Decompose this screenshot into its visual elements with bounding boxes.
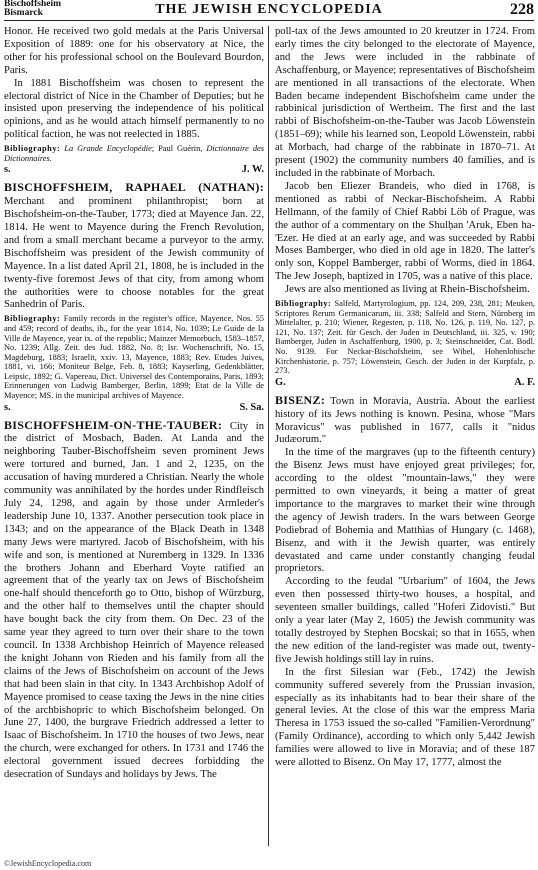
entry-heading: BISENZ: bbox=[275, 392, 326, 407]
author-signature bbox=[4, 164, 264, 177]
signature-left: s. bbox=[4, 401, 11, 413]
bibliography bbox=[4, 144, 264, 163]
paragraph: In the first Silesian war (Feb., 1742) the Jewish community suffered severely from the Prussian invasion, especially as its inhabitants had to bear their share of the general levies. At the close of this war the empress Maria Theresa in 1753 issued the so-called "Familien-Verordnung" (Family Ordinance), according to which only 5,442 Jewish families were allowed to live in Moravia; and of these 187 were allotted to Bisenz. On May 17, 1777, almost the bbox=[275, 666, 535, 769]
paragraph: According to the feudal "Urbarium" of 1604, the Jews even then possessed thirty-two houses, a hospital, and seventeen smaller buildings, called "Hoferi Zidovisti." But only a year later (May 2, 1605) the Jewish community was totally destroyed by Stephen Bocskai; so that in 1655, when the new edition of the land-register was made out, twenty-five Jewish holdings still lay in ruins. bbox=[275, 576, 535, 665]
bibliography bbox=[4, 314, 264, 400]
running-head-first: Bischoffsheim bbox=[4, 0, 61, 9]
running-head-last: Bismarck bbox=[4, 8, 43, 18]
column-divider bbox=[268, 26, 269, 846]
page-number: 228 bbox=[510, 1, 534, 18]
paragraph: poll-tax of the Jews amounted to 20 kreutzer in 1724. From early times the city belonged to the electorate of Mayence, and the Jews were included in the rabbinate of Aschaffenburg, or Mayence; representatives of Bischofsheim are mentioned in all transactions of the electorate. When Baden became independent Bischofsheim came under the rabbinical jurisdiction of Wertheim. The first and the last rabbi of Bischofsheim-on-the-Tauber was Jacob Löwenstein (1851–69); while his learned son, Leopold Löwenstein, rabbi at Morbach, had charge of the rabbinate in 1870–71. At present (1902) the community numbers 40 families, and is included in the rabbinate of Morbach. bbox=[275, 26, 535, 179]
author-signature bbox=[275, 377, 535, 390]
entry-text: Town in Moravia, Austria. About the earliest history of its Jews nothing is known. Pesina, whose "Mars Moravicus" was published in 1677, calls it "nidus Judæorum." bbox=[275, 395, 535, 446]
bibliography-title: La Grande Encyclopédie bbox=[64, 144, 152, 154]
signature-left: s. bbox=[4, 164, 11, 176]
signature-right: J. W. bbox=[241, 164, 264, 176]
page-header bbox=[4, 0, 534, 21]
bibliography-text: Family records in the register's office, Mayence, Nos. 55 and 459; record of deaths, ib., for the year 1814, No. 1039; Le Guide de la Ville de Mayence, year ix. of the republic; Mainzer Memorbuch, 1583–1857, No. 1239; Allg. Zeit. des Jud. 1882, No. 8; Isr. Wochenschrift, No. 15, Magdeburg, 1883; Israelit, xxiv. 13, Mayence, 1883; Rev. Etudes Juives, 1881, vi. 166; Moniteur Belge, Feb. 8, 1883; Kayserling, Gedenkblätter, Leipsic, 1892; G. Vapereau, Dict. Universel des Contemporains, Paris, 1893; Erinnerungen von Ludwig Bamberger, Berlin, 1899; Etat de la Ville de Mayence; MS. in the municipal archives of Mayence. bbox=[4, 314, 264, 401]
paragraph: Jacob ben Eliezer Brandeis, who died in 1768, is mentioned as rabbi of Neckar-Bischofsheim. A Rabbi Hellmann, of the family of Chief Rabbi Löb of Prague, was the author of a commentary on the Shulḥan 'Aruk, Eben ha-'Ezer. He died at an early age, and was succeeded by Rabbi Moses Bamberger, who died in old age in 1820. The latter's only son, Koppel Bamberger, rabbi of Worms, died in 1864. The Jew Joseph, baptized in 1705, was a native of this place. bbox=[275, 180, 535, 283]
paragraph: In 1881 Bischoffsheim was chosen to represent the electoral district of Nice in the Chamber of Deputies; but he insisted upon preserving the independence of his political opinions, and as he would attach himself permanently to no political faction, he was not reelected in 1885. bbox=[4, 77, 264, 141]
entry-heading: BISCHOFFSHEIM, RAPHAEL (NATHAN): bbox=[4, 180, 264, 195]
signature-right: S. Sa. bbox=[239, 401, 264, 413]
left-column bbox=[4, 26, 264, 782]
signature-right: A. F. bbox=[514, 376, 535, 388]
journal-title: THE JEWISH ENCYCLOPEDIA bbox=[155, 2, 383, 17]
paragraph: Honor. He received two gold medals at the Paris Universal Exposition of 1889: one for his observatory at Nice, the other for his professional school on the Boulevard Bourdon, Paris. bbox=[4, 26, 264, 76]
bibliography-title: Dictionnaire des Dictionnaires. bbox=[4, 144, 265, 163]
right-column bbox=[275, 26, 535, 770]
bibliography-label: Bibliography: bbox=[4, 144, 61, 154]
entry-bischoffsheim-tauber bbox=[4, 419, 264, 782]
author-signature bbox=[4, 402, 264, 415]
paragraph: Jews are also mentioned as living at Rhein-Bischofsheim. bbox=[285, 284, 530, 296]
bibliography-text: Salfeld, Martyrologium, pp. 124, 209, 238, 281; Meuken, Scriptores Rerum Germanicarum, iii. 338; Salfeld and Stern, Nürnberg im Mittelalter, p. 210; Wiener, Regesten, p. 118, No. 126, p. 119, No. 127, p. 121, No. 137; Zeit. für Gesch. der Juden in Deutschland, iii. 325, v. 190; Bamberger, Juden in Aschaffenburg, 1900, p. 3; Steinschneider, Cat. Bodl. No. 9139. For Neckar-Bischofsheim, see Wibel, Hohenlohische Kirchenhistorie, p. 757; Löwenstein, Gesch. der Juden in der Kurpfalz, p. 273. bbox=[275, 299, 535, 376]
paragraph: In the time of the margraves (up to the fifteenth century) the Bisenz Jews must have enjoyed great privileges; for, according to the oldest "mountain-laws," they were permitted to own vineyards, it being a matter of great importance to the margraves to market their wine through the agency of Jewish traders. In the wars between George Podiebrad of Bohemia and Matthias of Hungary (c. 1468), Bisenz, and with it the Jewish quarter, was entirely devastated and came under constantly changing feudal proprietors. bbox=[275, 447, 535, 575]
bibliography bbox=[275, 299, 535, 376]
entry-raphael-bischoffsheim bbox=[4, 181, 264, 312]
entry-text: City in the district of Mosbach, Baden. At Landa and the neighboring Tauber-Bischoffsheim seven prominent Jews were tortured and burned, Jan. 1 and 2, 1235, on the accusation of having murdered a Christian. Nearly the whole community was annihilated by the hordes under Rindfleisch July 24, 1298, and again by those under Armleder's leadership June 10, 1337. Another persecution took place in 1343; and on the appearance of the Black Death in 1348 many Jews were martyred. Jacob of Bischofsheim, with his wife and son, is mentioned at Nuremberg in 1329. In 1336 the brothers Johann and Eberhard Voyte ratified an agreement that of the yearly tax on Jews of Bischofsheim one-half should thenceforth go to Otto, bishop of Würzburg, and the other half to themselves until the chapter should have bought back the city from them. On Dec. 23 of the same year they agreed to turn over their share to the town council. In 1338 Archbishop Heinrich of Mayence released the knight Johann von Rieden and his family from all the claims of the Jews of Bischofsheim on account of the Jews that had been slain in that city. In 1343 Archbishop Adolf of Mayence promised to cease taxing the Jews in the nine cities of the archbishopric to which Bischofsheim belonged. On June 27, 1400, the burgrave Friedrich addressed a letter to Isaac of Bischofsheim. In 1710 the houses of two Jews, near the church, were exchanged for others. In 1731 and 1746 the electoral government issued decrees forbidding the desecration of Sundays and holidays by Jews. The bbox=[4, 420, 264, 781]
entry-bisenz bbox=[275, 394, 535, 770]
entry-text: Merchant and prominent philanthropist; born at Bischofsheim-on-the-Tauber, 1773; died at Mayence Jan. 22, 1814. He went to Mayence during the French Revolution, and from a small merchant became a purveyor to the army. Bischoffsheim was president of the Jewish community of Mayence. In a list dated April 21, 1808, he is included in the twenty-five foremost Jews of that city, from among whom the authorities were to choose notables for the great Sanhedrin of Paris. bbox=[4, 196, 264, 311]
bibliography-text: ; Paul Guérin, bbox=[151, 144, 203, 154]
bibliography-label: Bibliography: bbox=[4, 314, 61, 324]
signature-left: G. bbox=[275, 376, 286, 388]
bibliography-label: Bibliography: bbox=[275, 299, 332, 309]
entry-heading: BISCHOFFSHEIM-ON-THE-TAUBER: bbox=[4, 417, 223, 432]
copyright-footer: ©JewishEncyclopedia.com bbox=[4, 859, 92, 868]
